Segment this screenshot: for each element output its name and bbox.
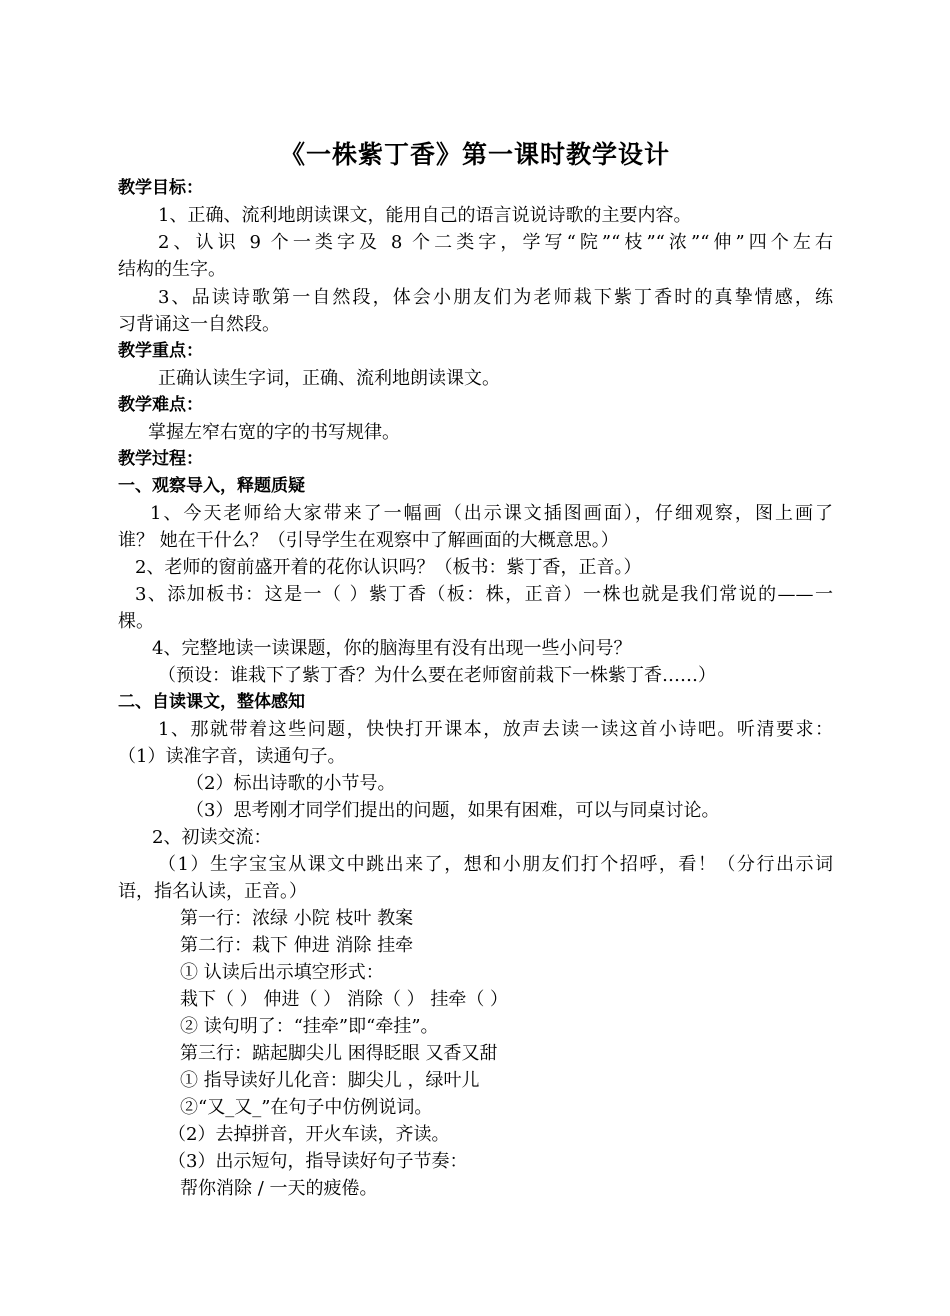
key-points-heading: 教学重点： xyxy=(118,341,203,361)
section-2-heading: 二、自读课文，整体感知 xyxy=(118,692,305,712)
difficulty-text: 掌握左窄右宽的字的书写规律。 xyxy=(148,422,400,443)
row-3-note-2: ②“又_又_”在句子中仿例说词。 xyxy=(180,1097,433,1118)
s2-req-1: （1）读准字音，读通句子。 xyxy=(118,746,346,767)
goal-2-line-1: 2、认识 9 个一类字及 8 个二类字，学写“院”“枝”“浓”“伸”四个左右 xyxy=(158,232,833,253)
s1-item-2: 2、老师的窗前盛开着的花你认识吗？（板书：紫丁香，正音。） xyxy=(135,557,642,578)
rhythm-sentence: 帮你消除 / 一天的疲倦。 xyxy=(180,1178,378,1199)
row-3-note-1: ① 指导读好儿化音：脚尖儿 ，绿叶儿 xyxy=(180,1070,480,1091)
s1-item-1-line-1: 1、今天老师给大家带来了一幅画（出示课文插图画面），仔细观察，图上画了 xyxy=(150,503,833,524)
document-title: 《一株紫丁香》第一课时教学设计 xyxy=(279,140,670,169)
s2-req-2: （2）标出诗歌的小节号。 xyxy=(186,773,396,794)
row-2-note-2: ② 读句明了：“挂牵”即“牵挂”。 xyxy=(180,1016,439,1037)
difficulty-heading: 教学难点： xyxy=(118,395,203,415)
goal-3-line-1: 3、品读诗歌第一自然段，体会小朋友们为老师栽下紫丁香时的真挚情感，练 xyxy=(158,287,833,308)
word-row-3: 第三行：踮起脚尖儿 困得眨眼 又香又甜 xyxy=(180,1043,498,1064)
goal-1: 1、正确、流利地朗读课文，能用自己的语言说说诗歌的主要内容。 xyxy=(158,205,692,226)
s2-item-1-line-1: 1、那就带着这些问题，快快打开课本，放声去读一读这首小诗吧。听清要求： xyxy=(158,719,833,740)
goal-2-line-2: 结构的生字。 xyxy=(118,259,226,280)
section-1-heading: 一、观察导入，释题质疑 xyxy=(118,476,305,496)
process-heading: 教学过程： xyxy=(118,449,203,469)
s2-sub-3: （3）出示短句，指导读好句子节奏： xyxy=(168,1151,468,1172)
word-row-2: 第二行：栽下 伸进 消除 挂牵 xyxy=(180,935,414,956)
goals-heading: 教学目标： xyxy=(118,178,203,198)
word-row-1: 第一行：浓绿 小院 枝叶 教案 xyxy=(180,908,414,929)
s2-item-2: 2、初读交流： xyxy=(152,827,272,848)
s1-preset: （预设：谁栽下了紫丁香？为什么要在老师窗前栽下一株紫丁香……） xyxy=(158,665,716,686)
fill-blank-row: 栽下（ ） 伸进（ ） 消除（ ） 挂牵（ ） xyxy=(180,989,509,1010)
row-2-note-1: ① 认读后出示填空形式： xyxy=(180,962,384,983)
s2-sub-2: （2）去掉拼音，开火车读，齐读。 xyxy=(168,1124,450,1145)
s2-req-3: （3）思考刚才同学们提出的问题，如果有困难，可以与同桌讨论。 xyxy=(186,800,720,821)
s1-item-4: 4、完整地读一读课题，你的脑海里有没有出现一些小问号？ xyxy=(152,638,632,659)
s1-item-1-line-2: 谁？ 她在干什么？（引导学生在观察中了解画面的大概意思。） xyxy=(118,530,619,551)
goal-3-line-2: 习背诵这一自然段。 xyxy=(118,314,280,335)
s2-sub-1-line-2: 语，指名认读，正音。） xyxy=(118,881,307,902)
s1-item-3-line-2: 棵。 xyxy=(118,611,154,632)
s2-sub-1-line-1: （1）生字宝宝从课文中跳出来了，想和小朋友们打个招呼，看！（分行出示词 xyxy=(158,854,833,875)
s1-item-3-line-1: 3、添加板书：这是一（ ）紫丁香（板：株，正音）一株也就是我们常说的——一 xyxy=(135,584,833,605)
key-points-text: 正确认读生字词，正确、流利地朗读课文。 xyxy=(158,368,500,389)
